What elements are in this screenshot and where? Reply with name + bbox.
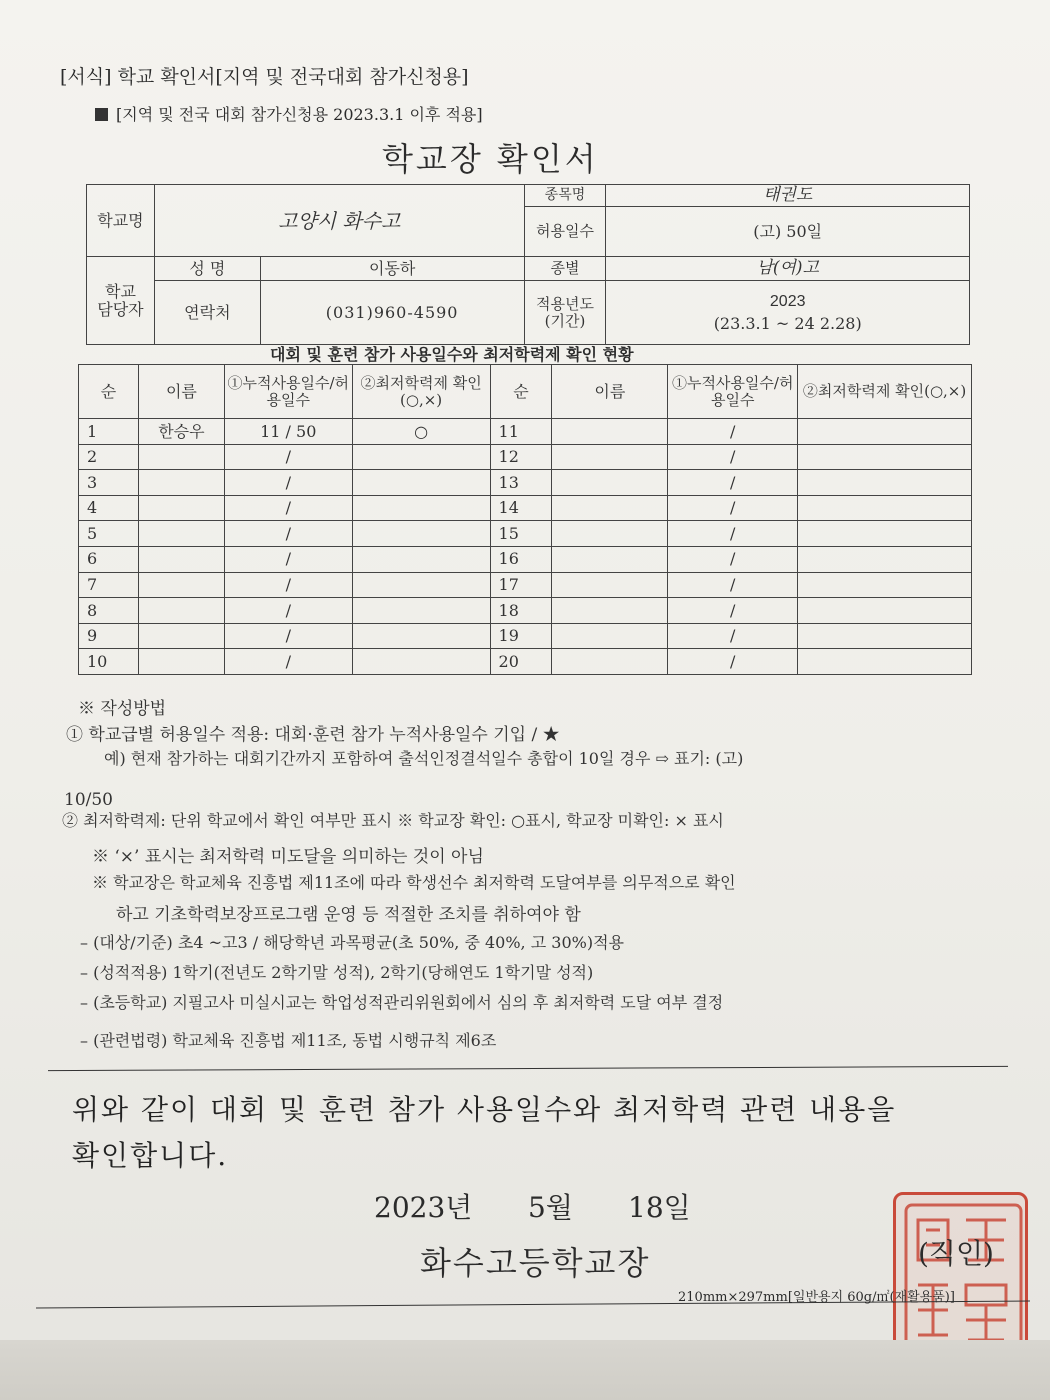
contact-value: (031)960-4590 (260, 281, 524, 345)
row-no-left: 10 (79, 649, 139, 675)
table-row (79, 495, 972, 521)
roster-header-row (79, 365, 972, 419)
table-row (79, 444, 972, 470)
sport-value: 태권도 (606, 185, 970, 207)
row-name-left (138, 495, 224, 521)
allowed-value: (고) 50일 (606, 207, 970, 257)
year-value: 2023 (769, 292, 806, 310)
row-check-left (352, 444, 490, 470)
row-check-left (352, 470, 490, 496)
row-no-left: 3 (79, 470, 139, 496)
detail-3: – (초등학교) 지필고사 미실시교는 학업성적관리위원회에서 심의 후 최저학력 도달 여부 결정 (80, 993, 724, 1012)
row-name-left (138, 546, 224, 572)
row-name-left: 한승우 (138, 419, 224, 445)
sub-label-line (95, 102, 483, 125)
row-no-right: 18 (490, 598, 552, 624)
row-no-right: 17 (490, 572, 552, 598)
col-days-right: ①누적사용일수/허용일수 (668, 365, 798, 419)
row-no-left: 9 (79, 623, 139, 649)
row-name-left (138, 623, 224, 649)
row-check-right (798, 546, 972, 572)
row-days-right: / (668, 444, 798, 470)
seal-label: (직인) (918, 1237, 994, 1270)
row-name-right (552, 444, 668, 470)
row-name-left (138, 598, 224, 624)
row-no-left: 5 (79, 521, 139, 547)
row-no-left: 7 (79, 572, 139, 598)
row-days-left: / (224, 572, 352, 598)
row-days-left: / (224, 623, 352, 649)
row-check-right (798, 470, 972, 496)
note-2-b1: ※ 학교장은 학교체육 진흥법 제11조에 따라 학생선수 최저학력 도달여부를 의무적으로 확인 (92, 873, 736, 892)
row-check-left (352, 521, 490, 547)
row-name-left (138, 444, 224, 470)
form-label: [서식] 학교 확인서[지역 및 전국대회 참가신청용] (60, 66, 469, 88)
row-no-right: 14 (490, 495, 552, 521)
row-name-right (552, 546, 668, 572)
row-no-right: 20 (490, 649, 552, 675)
row-name-right (552, 419, 668, 445)
row-no-right: 11 (490, 419, 552, 445)
row-check-left (352, 598, 490, 624)
row-check-right (798, 419, 972, 445)
row-no-right: 12 (490, 444, 552, 470)
school-label: 학교명 (87, 185, 155, 257)
row-days-left: / (224, 598, 352, 624)
square-bullet-icon (95, 108, 108, 121)
year-cell (606, 281, 970, 345)
sport-label: 종목명 (524, 185, 606, 207)
row-no-right: 13 (490, 470, 552, 496)
year-label: 적용년도 (기간) (524, 281, 606, 345)
detail-2: – (성적적용) 1학기(전년도 2학기말 성적), 2학기(당해연도 1학기말 성적) (80, 963, 594, 982)
table-row (79, 521, 972, 547)
principal-name: 화수고등학교장 (420, 1244, 651, 1282)
col-check-right: ②최저학력제 확인(○,×) (798, 365, 972, 419)
confirm-line-2: 확인합니다. (72, 1139, 229, 1172)
row-days-left: / (224, 495, 352, 521)
row-check-left: ○ (352, 419, 490, 445)
date-month: 5월 (528, 1191, 573, 1224)
row-days-right: / (668, 598, 798, 624)
row-no-right: 16 (490, 546, 552, 572)
name-value: 이동하 (260, 257, 524, 281)
col-days-left: ①누적사용일수/허용일수 (224, 365, 352, 419)
table-row (79, 598, 972, 624)
row-no-right: 19 (490, 623, 552, 649)
gender-value: 남(여)고 (606, 257, 970, 281)
manager-label: 학교 담당자 (87, 257, 155, 345)
row-check-right (798, 649, 972, 675)
gender-label: 종별 (524, 257, 606, 281)
row-no-right: 15 (490, 521, 552, 547)
row-name-left (138, 649, 224, 675)
row-check-left (352, 649, 490, 675)
row-name-right (552, 470, 668, 496)
col-no-left: 순 (79, 365, 139, 419)
note-2-a: ※ ‘×’ 표시는 최저학력 미도달을 의미하는 것이 아님 (92, 847, 484, 867)
row-days-left: 11 / 50 (224, 419, 352, 445)
col-name-right: 이름 (552, 365, 668, 419)
contact-label: 연락처 (154, 281, 260, 345)
row-days-right: / (668, 572, 798, 598)
note-2-b2: 하고 기초학력보장프로그램 운영 등 적절한 조치를 취하여야 함 (116, 905, 581, 925)
note-1: ① 학교급별 허용일수 적용: 대회·훈련 참가 누적사용일수 기입 / ★ (66, 725, 560, 745)
period-value: (23.3.1 ~ 24 2.28) (713, 313, 862, 333)
row-days-left: / (224, 649, 352, 675)
row-check-right (798, 444, 972, 470)
note-1-example: 예) 현재 참가하는 대회기간까지 포함하여 출석인정결석일수 총합이 10일 경우 ⇨ 표기: (고) (104, 749, 744, 768)
table-row (79, 470, 972, 496)
row-days-left: / (224, 444, 352, 470)
row-no-left: 2 (79, 444, 139, 470)
row-no-left: 6 (79, 546, 139, 572)
row-name-right (552, 521, 668, 547)
row-name-left (138, 521, 224, 547)
row-days-right: / (668, 649, 798, 675)
roster-table (78, 364, 972, 675)
footer-note: 210mm×297mm[일반용지 60g/㎡(재활용품)] (678, 1290, 955, 1305)
row-no-left: 4 (79, 495, 139, 521)
col-check-left: ②최저학력제 확인(○,×) (352, 365, 490, 419)
school-value: 고양시 화수고 (154, 185, 524, 257)
row-days-right: / (668, 623, 798, 649)
date-year: 2023년 (374, 1191, 473, 1224)
page-title: 학교장 확인서 (382, 140, 599, 178)
row-check-right (798, 598, 972, 624)
row-days-right: / (668, 521, 798, 547)
row-check-left (352, 546, 490, 572)
row-name-left (138, 572, 224, 598)
table-row (79, 419, 972, 445)
row-check-left (352, 623, 490, 649)
info-table (86, 184, 970, 345)
sub-label: [지역 및 전국 대회 참가신청용 2023.3.1 이후 적용] (116, 105, 483, 124)
name-label: 성 명 (154, 257, 260, 281)
row-check-left (352, 495, 490, 521)
note-2: ② 최저학력제: 단위 학교에서 확인 여부만 표시 ※ 학교장 확인: ○표시, 학교장 미확인: × 표시 (62, 811, 724, 830)
note-1-example-2: 10/50 (64, 790, 113, 810)
notes-heading: ※ 작성방법 (78, 699, 167, 719)
row-name-right (552, 598, 668, 624)
row-days-right: / (668, 546, 798, 572)
table-row (79, 623, 972, 649)
date-day: 18일 (628, 1191, 691, 1224)
allowed-label: 허용일수 (524, 207, 606, 257)
row-days-left: / (224, 546, 352, 572)
detail-4: – (관련법령) 학교체육 진흥법 제11조, 동법 시행규칙 제6조 (80, 1031, 497, 1050)
row-check-right (798, 572, 972, 598)
row-check-right (798, 521, 972, 547)
row-no-left: 1 (79, 419, 139, 445)
desk-background (0, 1340, 1050, 1400)
row-days-right: / (668, 470, 798, 496)
row-check-right (798, 495, 972, 521)
row-days-left: / (224, 470, 352, 496)
detail-1: – (대상/기준) 초4 ~고3 / 해당학년 과목평균(초 50%, 중 40%, 고 30%)적용 (80, 933, 624, 952)
col-no-right: 순 (490, 365, 552, 419)
official-seal (893, 1192, 1028, 1362)
confirm-top-rule (48, 1066, 1008, 1071)
row-check-right (798, 623, 972, 649)
row-check-left (352, 572, 490, 598)
row-days-left: / (224, 521, 352, 547)
table-row (79, 546, 972, 572)
table-caption: 대회 및 훈련 참가 사용일수와 최저학력제 확인 현황 (270, 345, 634, 364)
row-name-right (552, 572, 668, 598)
row-no-left: 8 (79, 598, 139, 624)
row-name-right (552, 649, 668, 675)
col-name-left: 이름 (138, 365, 224, 419)
row-name-right (552, 495, 668, 521)
row-name-right (552, 623, 668, 649)
table-row (79, 572, 972, 598)
confirm-line-1: 위와 같이 대회 및 훈련 참가 사용일수와 최저학력 관련 내용을 (72, 1093, 897, 1126)
row-days-right: / (668, 419, 798, 445)
table-row (79, 649, 972, 675)
row-name-left (138, 470, 224, 496)
row-days-right: / (668, 495, 798, 521)
